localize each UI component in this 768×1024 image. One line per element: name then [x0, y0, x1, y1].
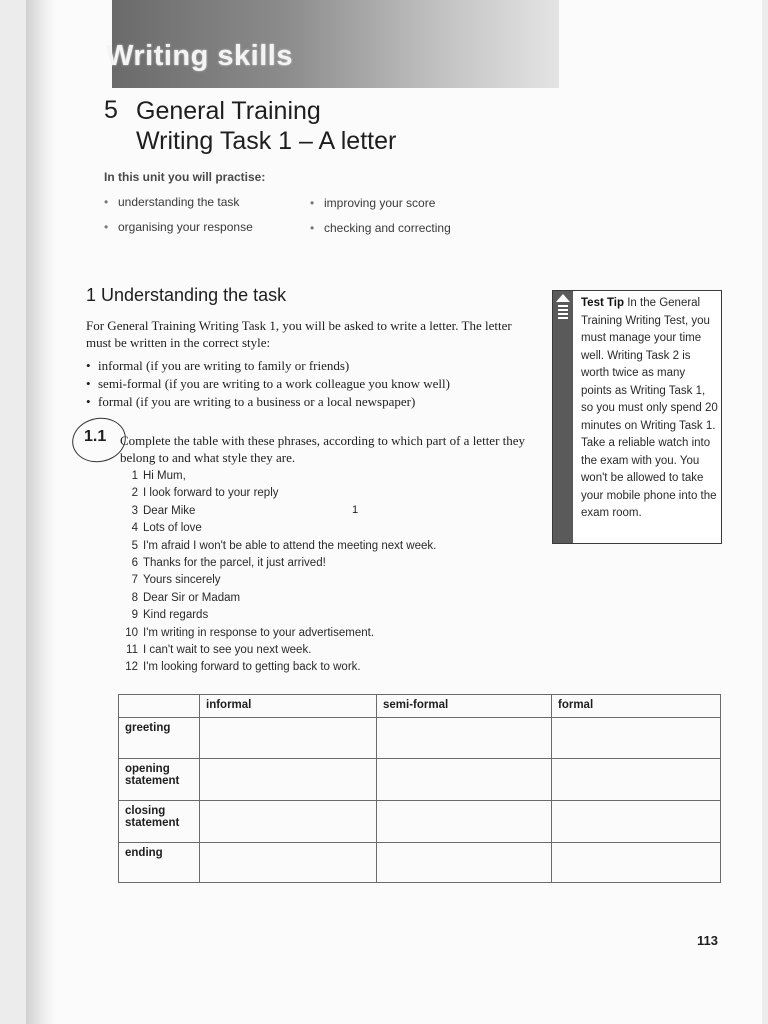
- table-header-cell: informal: [200, 695, 377, 718]
- table-cell[interactable]: [552, 801, 721, 843]
- page-number: 113: [697, 933, 718, 948]
- list-item: • informal (if you are writing to family or friends): [86, 357, 536, 375]
- list-item: 1 Hi Mum,: [131, 470, 186, 482]
- exercise-number: 1.1: [84, 428, 107, 445]
- table-cell[interactable]: [200, 718, 377, 759]
- list-item: 8 Dear Sir or Madam: [131, 591, 241, 604]
- list-item: 4 Lots of love: [131, 522, 202, 535]
- table-cell[interactable]: [377, 718, 552, 759]
- table-row: [119, 843, 721, 883]
- table-row-label: opening statement: [119, 759, 200, 801]
- list-item: 12 I'm looking forward to getting back to work.: [125, 661, 361, 674]
- table-header-cell: semi-formal: [377, 695, 552, 718]
- list-item: 3 Dear Mike: [131, 504, 196, 517]
- list-item: • formal (if you are writing to a business or a local newspaper): [86, 393, 536, 411]
- practise-item: • improving your score: [310, 196, 436, 210]
- style-table: [118, 694, 721, 883]
- list-item: 10 I'm writing in response to your advertisement.: [125, 626, 375, 639]
- table-cell[interactable]: [552, 843, 721, 883]
- list-item: • semi-formal (if you are writing to a work colleague you know well): [86, 375, 536, 393]
- table-cell[interactable]: [377, 843, 552, 883]
- table-cell[interactable]: [200, 759, 377, 801]
- unit-title-line2: Writing Task 1 – A letter: [136, 127, 397, 155]
- practise-item: • understanding the task: [104, 195, 240, 209]
- unit-title-line1: General Training: [136, 97, 321, 125]
- table-cell[interactable]: [377, 759, 552, 801]
- table-header-cell: [119, 695, 200, 718]
- test-tip-sidebar: [553, 291, 573, 543]
- table-cell[interactable]: [552, 718, 721, 759]
- section-banner-title: Writing skills: [106, 40, 293, 72]
- practise-item: • checking and correcting: [310, 221, 451, 235]
- exercise-instruction: Complete the table with these phrases, according to which part of a letter they belong to and what style they are.: [120, 433, 526, 465]
- list-item: 6 Thanks for the parcel, it just arrived!: [131, 557, 326, 570]
- list-item: 7 Yours sincerely: [131, 574, 221, 587]
- unit-number: 5: [104, 96, 118, 124]
- table-cell[interactable]: [200, 801, 377, 843]
- phrase-list: [120, 468, 436, 677]
- up-arrow-icon: [556, 294, 570, 302]
- letter-style-list: [86, 357, 536, 411]
- table-header-row: [119, 695, 721, 718]
- table-row-label: closing statement: [119, 801, 200, 843]
- table-row-label: ending: [119, 843, 200, 883]
- list-item: 11 I can't wait to see you next week.: [126, 644, 312, 657]
- table-row: [119, 718, 721, 759]
- practise-item: • organising your response: [104, 220, 253, 234]
- table-header-cell: formal: [552, 695, 721, 718]
- table-cell[interactable]: [552, 759, 721, 801]
- table-row: [119, 801, 721, 843]
- table-cell[interactable]: [200, 843, 377, 883]
- list-item: 5 I'm afraid I won't be able to attend the meeting next week.: [131, 539, 437, 552]
- test-tip-text: Test Tip In the General Training Writing Test, you must manage your time well. Writing Task 2 is worth twice as many points as Writing Task 1, so you must only spend 20 minutes on Writing Task 1. Take a reliable watch into the exam with you. You won't be allowed to take your mobile phone into the exam room.: [581, 297, 718, 519]
- section-heading: 1 Understanding the task: [86, 285, 287, 305]
- list-item: 2 I look forward to your reply: [131, 487, 279, 500]
- intro-paragraph: For General Training Writing Task 1, you will be asked to write a letter. The letter must be written in the correct style:: [86, 318, 512, 350]
- lines-icon: [558, 305, 568, 321]
- table-row-label: greeting: [119, 718, 200, 759]
- test-tip-label: Test Tip: [581, 297, 625, 309]
- book-spine-shadow: [26, 0, 56, 1024]
- stray-mark: 1: [352, 504, 359, 516]
- table-cell[interactable]: [377, 801, 552, 843]
- list-item: 9 Kind regards: [131, 609, 209, 622]
- test-tip-box: [552, 290, 722, 544]
- practise-label: In this unit you will practise:: [104, 170, 266, 184]
- table-row: [119, 759, 721, 801]
